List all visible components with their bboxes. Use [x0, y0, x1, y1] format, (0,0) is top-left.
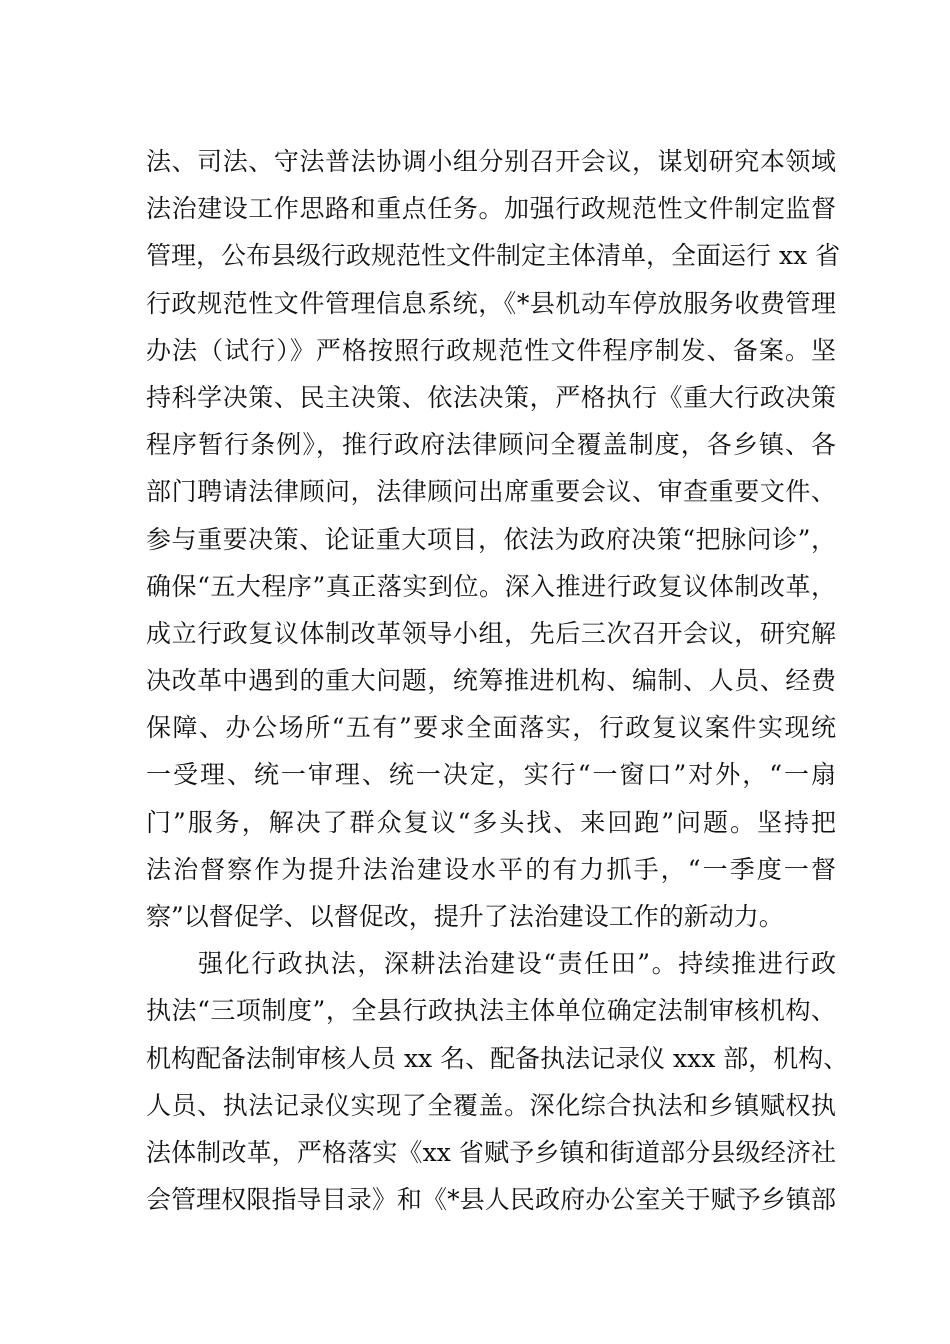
text-line: 法治督察作为提升法治建设水平的有力抓手，“一季度一督: [146, 854, 836, 884]
text-line: 办法（试行）》严格按照行政规范性文件程序制发、备案。坚: [146, 335, 836, 365]
text-line: 法体制改革，严格落实《xx 省赋予乡镇和街道部分县级经济社: [146, 1137, 836, 1167]
text-line: 确保“五大程序”真正落实到位。深入推进行政复议体制改革，: [146, 571, 836, 601]
text-line: 会管理权限指导目录》和《*县人民政府办公室关于赋予乡镇部: [146, 1185, 836, 1215]
text-line: 参与重要决策、论证重大项目，依法为政府决策“把脉问诊”，: [146, 524, 836, 554]
text-line: 察”以督促学、以督促改，提升了法治建设工作的新动力。: [146, 902, 784, 931]
text-line: 门”服务，解决了群众复议“多头找、来回跑”问题。坚持把: [146, 807, 836, 837]
text-line: 部门聘请法律顾问，法律顾问出席重要会议、审查重要文件、: [146, 477, 836, 507]
text-line: 人员、执法记录仪实现了全覆盖。深化综合执法和乡镇赋权执: [146, 1090, 836, 1120]
body-text: [146, 138, 849, 1223]
paragraph-2: [146, 940, 849, 1223]
text-line: 持科学决策、民主决策、依法决策，严格执行《重大行政决策: [146, 382, 836, 412]
text-line: 法、司法、守法普法协调小组分别召开会议，谋划研究本领域: [146, 147, 836, 176]
text-line: 一受理、统一审理、统一决定，实行“一窗口”对外，“一扇: [146, 760, 836, 790]
text-line: 成立行政复议体制改革领导小组，先后三次召开会议，研究解: [146, 618, 836, 648]
text-line: 强化行政执法，深耕法治建设“责任田”。持续推进行政: [198, 949, 836, 979]
text-line: 决改革中遇到的重大问题，统筹推进机构、编制、人员、经费: [146, 666, 836, 696]
text-line: 程序暂行条例》，推行政府法律顾问全覆盖制度，各乡镇、各: [146, 430, 836, 460]
text-line: 执法“三项制度”，全县行政执法主体单位确定法制审核机构、: [146, 996, 836, 1026]
text-line: 管理，公布县级行政规范性文件制定主体清单，全面运行 xx 省: [146, 241, 841, 271]
text-line: 保障、办公场所“五有”要求全面落实，行政复议案件实现统: [146, 713, 836, 743]
text-line: 法治建设工作思路和重点任务。加强行政规范性文件制定监督: [146, 194, 836, 224]
text-line: 机构配备法制审核人员 xx 名、配备执法记录仪 xxx 部，机构、: [146, 1043, 849, 1073]
text-line: 行政规范性文件管理信息系统，《*县机动车停放服务收费管理: [146, 288, 836, 318]
paragraph-1: [146, 138, 841, 940]
